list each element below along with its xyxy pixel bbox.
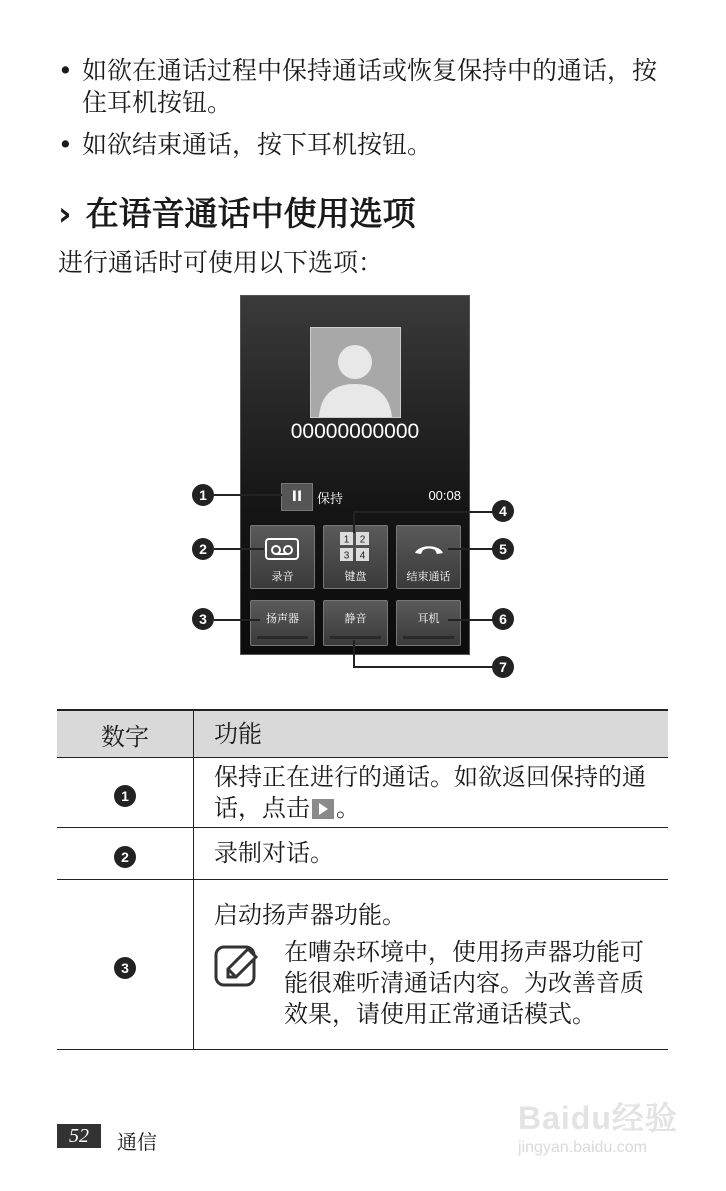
leader-line xyxy=(353,511,493,513)
headset-label: 耳机 xyxy=(417,612,440,625)
callout-6: 6 xyxy=(492,608,514,630)
mute-label: 静音 xyxy=(344,612,367,625)
keypad-key: 3 xyxy=(343,550,350,562)
phone-number: 00000000000 xyxy=(290,420,420,443)
speaker-label: 扬声器 xyxy=(266,612,299,625)
column-header-function: 功能 xyxy=(194,710,669,758)
table-row xyxy=(57,880,668,1050)
callout-5: 5 xyxy=(492,538,514,560)
mute-button[interactable] xyxy=(323,600,388,646)
bullet-list xyxy=(58,55,668,171)
toggle-indicator xyxy=(257,636,308,639)
table-header-row xyxy=(57,710,668,758)
row-function-cell xyxy=(194,880,669,1050)
keypad-label: 键盘 xyxy=(344,570,367,583)
watermark-url: jingyan.baidu.com xyxy=(518,1139,647,1156)
bullet-item xyxy=(58,129,668,161)
row-number-cell xyxy=(57,880,194,1050)
call-timer: 00:08 xyxy=(428,488,461,503)
chevron-right-icon: › xyxy=(58,194,72,233)
record-label: 录音 xyxy=(271,570,294,583)
row-number-cell xyxy=(57,758,194,828)
callout-3: 3 xyxy=(192,608,214,630)
leader-line xyxy=(448,619,494,621)
table-row xyxy=(57,828,668,880)
leader-line xyxy=(214,619,260,621)
watermark-main: Baidu经验 xyxy=(518,1100,678,1136)
number-badge: 3 xyxy=(114,957,136,979)
table-row xyxy=(57,758,668,828)
footer-section: 通信 xyxy=(117,1130,157,1154)
row-number-cell xyxy=(57,828,194,880)
function-table xyxy=(57,709,668,1050)
speaker-button[interactable] xyxy=(250,600,315,646)
intro-text: 进行通话时可使用以下选项： xyxy=(58,248,384,277)
leader-line xyxy=(214,494,282,496)
section-title: 在语音通话中使用选项 xyxy=(85,194,416,233)
note-text: 在嘈杂环境中，使用扬声器功能可能很难听清通话内容。为改善音质效果，请使用正常通话模式。 xyxy=(284,937,644,1028)
voicemail-icon xyxy=(265,538,299,560)
bullet-text: 如欲结束通话，按下耳机按钮。 xyxy=(82,130,433,159)
note-pencil-icon xyxy=(214,943,260,989)
watermark-logo xyxy=(518,1085,684,1165)
keypad-icon xyxy=(340,532,370,562)
keypad-button[interactable] xyxy=(323,525,388,589)
callout-2: 2 xyxy=(192,538,214,560)
row-text: 启动扬声器功能。 xyxy=(214,900,406,929)
leader-line xyxy=(214,548,264,550)
row-function-cell xyxy=(194,758,669,828)
end-call-label: 结束通话 xyxy=(406,570,451,583)
hold-label: 保持 xyxy=(317,492,344,507)
bullet-marker: • xyxy=(58,56,73,85)
leader-line xyxy=(353,640,355,668)
pause-icon[interactable]: II xyxy=(281,483,313,511)
column-header-number: 数字 xyxy=(57,710,194,758)
page-number: 52 xyxy=(57,1124,101,1148)
keypad-key: 1 xyxy=(343,534,350,546)
leader-line xyxy=(353,666,493,668)
note xyxy=(214,937,667,1030)
contact-avatar xyxy=(310,327,401,418)
number-badge: 1 xyxy=(114,785,136,807)
end-call-icon xyxy=(413,542,445,556)
number-badge: 2 xyxy=(114,846,136,868)
row-function-cell: 录制对话。 xyxy=(194,828,669,880)
keypad-key: 2 xyxy=(359,534,366,546)
callout-4: 4 xyxy=(492,500,514,522)
leader-line xyxy=(353,511,355,533)
bullet-item xyxy=(58,55,668,119)
callout-7: 7 xyxy=(492,656,514,678)
headset-button[interactable] xyxy=(396,600,461,646)
bullet-text: 如欲在通话过程中保持通话或恢复保持中的通话，按住耳机按钮。 xyxy=(82,56,658,117)
toggle-indicator xyxy=(330,636,381,639)
play-icon xyxy=(312,799,334,819)
row-text: 保持正在进行的通话。如欲返回保持的通话，点击 xyxy=(214,762,646,822)
bullet-marker: • xyxy=(58,130,73,159)
call-screen xyxy=(240,295,470,655)
leader-line xyxy=(448,548,494,550)
record-button[interactable] xyxy=(250,525,315,589)
end-call-button[interactable] xyxy=(396,525,461,589)
row-text-suffix: 。 xyxy=(336,793,360,822)
callout-1: 1 xyxy=(192,484,214,506)
toggle-indicator xyxy=(403,636,454,639)
person-silhouette-icon xyxy=(311,328,400,417)
keypad-key: 4 xyxy=(359,550,366,562)
section-heading xyxy=(58,192,416,236)
